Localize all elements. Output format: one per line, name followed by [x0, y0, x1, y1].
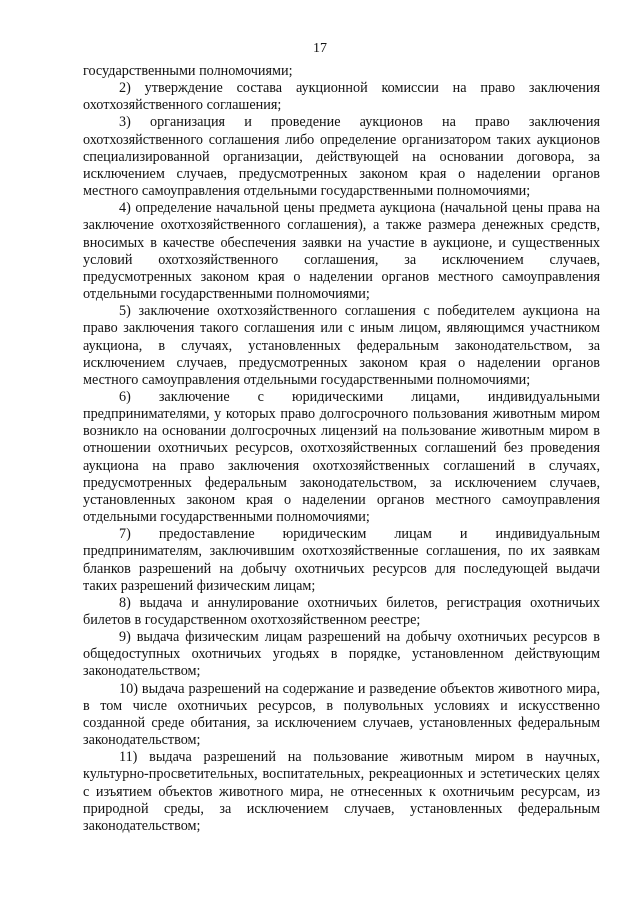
paragraph-continuation: государственными полномочиями; — [83, 63, 293, 79]
paragraph-item-6: 6) заключение с юридическими лицами, индивидуальными предпринимателями, у которых право долгосрочного пользования животным миром возникло на основании долгосрочных лицензий на пользование животным миром в отношении охотничьих ресурсов, охотхозяйственных соглашений без проведения аукциона на право заключения охотхозяйственных соглашений в случаях, предусмотренных федеральным законодательством, за исключением случаев, установленных законом края о наделении органов местного самоуправления отдельными государственными полномочиями; — [83, 388, 600, 526]
paragraph-item-2: 2) утверждение состава аукционной комиссии на право заключения охотхозяйственного соглашения; — [83, 80, 600, 114]
paragraph-item-4: 4) определение начальной цены предмета аукциона (начальной цены права на заключение охотхозяйственного соглашения), а также размера денежных средств, вносимых в качестве обеспечения заявки на участие в аукционе, и существенных условий охотхозяйственного соглашения, за исключением случаев, предусмотренных законом края о наделении органов местного самоуправления отдельными государственными полномочиями; — [83, 200, 600, 303]
page-number: 17 — [313, 41, 327, 56]
paragraph-item-11: 11) выдача разрешений на пользование животным миром в научных, культурно-просветительных, воспитательных, рекреационных и эстетических целях с изъятием объектов животного мира, не отнесенных к охотничьим ресурсам, из природной среды, за исключением случаев, установленных федеральным законодательством; — [83, 749, 600, 834]
paragraph-item-9: 9) выдача физическим лицам разрешений на добычу охотничьих ресурсов в общедоступных охотничьих угодьях в порядке, установленном действующим законодательством; — [83, 629, 600, 680]
paragraph-item-10: 10) выдача разрешений на содержание и разведение объектов животного мира, в том числе охотничьих ресурсов, в полувольных условиях и искусственно созданной среде обитания, за исключением случаев, установленных федеральным законодательством; — [83, 680, 600, 749]
paragraph-item-5: 5) заключение охотхозяйственного соглашения с победителем аукциона на право заключения такого соглашения или с иным лицом, являющимся участником аукциона, в случаях, установленных федеральным законодательством, за исключением случаев, предусмотренных законом края о наделении органов местного самоуправления отдельными государственными полномочиями; — [83, 303, 600, 388]
paragraph-item-7: 7) предоставление юридическим лицам и индивидуальным предпринимателям, заключившим охотхозяйственные соглашения, по их заявкам бланков разрешений на добычу охотничьих ресурсов для последующей выдачи таких разрешений физическим лицам; — [83, 526, 600, 594]
document-body — [83, 63, 600, 835]
paragraph-item-8: 8) выдача и аннулирование охотничьих билетов, регистрация охотничьих билетов в государственном охотхозяйственном реестре; — [83, 594, 600, 628]
paragraph-item-3: 3) организация и проведение аукционов на право заключения охотхозяйственного соглашения либо определение организатором таких аукционов специализированной организации, действующей на основании договора, за исключением случаев, предусмотренных законом края о наделении органов местного самоуправления отдельными государственными полномочиями; — [83, 114, 600, 200]
